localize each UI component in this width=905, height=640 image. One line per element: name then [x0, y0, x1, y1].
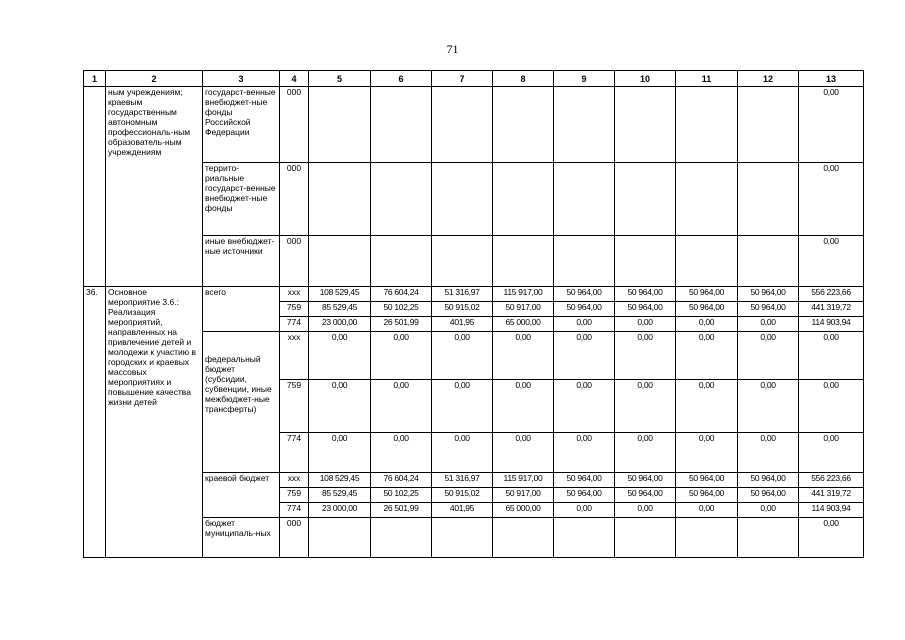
value-cell: 76 604,24 [371, 473, 432, 488]
funding-source-cell: террито-риальные государст-венные внебюджет-ные фонды [203, 163, 280, 236]
value-cell: 0,00 [738, 433, 799, 473]
value-cell: 0,00 [493, 332, 554, 380]
value-cell: 50 964,00 [554, 287, 615, 302]
funding-source-cell: краевой бюджет [203, 473, 280, 518]
value-cell: 108 529,45 [309, 473, 371, 488]
table-row [84, 87, 864, 163]
value-cell: 50 915,02 [432, 488, 493, 503]
value-cell: 51 316,97 [432, 473, 493, 488]
value-cell: 0,00 [309, 433, 371, 473]
code-cell: 000 [280, 518, 309, 558]
value-cell: 0,00 [615, 317, 676, 332]
value-cell: 50 964,00 [676, 287, 738, 302]
value-cell: 0,00 [554, 503, 615, 518]
value-cell: 0,00 [309, 332, 371, 380]
value-cell: 115 917,00 [493, 287, 554, 302]
value-cell: 0,00 [738, 380, 799, 433]
value-cell: 50 102,25 [371, 302, 432, 317]
value-cell: 85 529,45 [309, 302, 371, 317]
value-cell: 0,00 [554, 380, 615, 433]
value-cell: 0,00 [738, 317, 799, 332]
code-cell: 759 [280, 488, 309, 503]
column-header: 6 [371, 71, 432, 87]
column-header: 7 [432, 71, 493, 87]
value-cell: 0,00 [432, 433, 493, 473]
value-cell: 23 000,00 [309, 317, 371, 332]
value-cell: 0,00 [676, 380, 738, 433]
value-cell: 50 964,00 [615, 302, 676, 317]
total-cell: 0,00 [799, 332, 864, 380]
funding-source-cell: бюджет муниципаль-ных [203, 518, 280, 558]
value-cell: 0,00 [738, 503, 799, 518]
value-cell: 0,00 [371, 433, 432, 473]
value-cell: 0,00 [554, 332, 615, 380]
total-cell: 556 223,66 [799, 287, 864, 302]
index-cell [84, 87, 106, 287]
header-row [84, 71, 864, 87]
total-cell: 0,00 [799, 87, 864, 163]
total-cell: 114 903,94 [799, 503, 864, 518]
value-cell: 0,00 [493, 433, 554, 473]
value-cell: 108 529,45 [309, 287, 371, 302]
value-cell: 0,00 [432, 380, 493, 433]
value-cell: 0,00 [309, 380, 371, 433]
value-cell: 26 501,99 [371, 317, 432, 332]
column-header: 12 [738, 71, 799, 87]
code-cell: 774 [280, 317, 309, 332]
value-cell: 50 917,00 [493, 302, 554, 317]
value-cell: 50 915,02 [432, 302, 493, 317]
value-cell: 85 529,45 [309, 488, 371, 503]
total-cell: 0,00 [799, 236, 864, 287]
code-cell: ххх [280, 287, 309, 302]
value-cell: 50 964,00 [615, 488, 676, 503]
value-cell: 0,00 [615, 503, 676, 518]
value-cell: 50 964,00 [738, 287, 799, 302]
value-cell: 50 102,25 [371, 488, 432, 503]
funding-source-cell: всего [203, 287, 280, 332]
code-cell: 759 [280, 302, 309, 317]
code-cell: 000 [280, 163, 309, 236]
code-cell: 000 [280, 87, 309, 163]
value-cell: 50 964,00 [554, 488, 615, 503]
budget-table [83, 70, 864, 558]
value-cell: 50 964,00 [554, 473, 615, 488]
column-header: 10 [615, 71, 676, 87]
value-cell: 0,00 [432, 332, 493, 380]
total-cell: 556 223,66 [799, 473, 864, 488]
action-cell: Основное мероприятие 3.6.: Реализация мероприятий, направленных на привлечение детей и молодежи к участию в городских и краевых массовых мероприятиях и повышение качества жизни детей [106, 287, 203, 558]
value-cell: 0,00 [554, 317, 615, 332]
column-header: 9 [554, 71, 615, 87]
column-header: 3 [203, 71, 280, 87]
column-header: 5 [309, 71, 371, 87]
column-header: 8 [493, 71, 554, 87]
value-cell: 50 964,00 [738, 488, 799, 503]
value-cell: 0,00 [676, 503, 738, 518]
code-cell: 774 [280, 503, 309, 518]
page-number: 71 [446, 42, 459, 56]
value-cell: 0,00 [615, 332, 676, 380]
value-cell: 0,00 [554, 433, 615, 473]
total-cell: 0,00 [799, 163, 864, 236]
value-cell: 0,00 [493, 380, 554, 433]
value-cell: 50 964,00 [615, 473, 676, 488]
value-cell: 0,00 [738, 332, 799, 380]
value-cell: 51 316,97 [432, 287, 493, 302]
total-cell: 0,00 [799, 433, 864, 473]
column-header: 4 [280, 71, 309, 87]
value-cell: 26 501,99 [371, 503, 432, 518]
value-cell: 0,00 [615, 433, 676, 473]
value-cell: 50 964,00 [676, 488, 738, 503]
value-cell: 50 964,00 [676, 473, 738, 488]
total-cell: 441 319,72 [799, 488, 864, 503]
column-header: 13 [799, 71, 864, 87]
value-cell: 50 964,00 [554, 302, 615, 317]
code-cell: 774 [280, 433, 309, 473]
total-cell: 0,00 [799, 380, 864, 433]
value-cell: 0,00 [676, 332, 738, 380]
value-cell: 115 917,00 [493, 473, 554, 488]
value-cell: 0,00 [371, 332, 432, 380]
value-cell: 50 917,00 [493, 488, 554, 503]
total-cell: 0,00 [799, 518, 864, 558]
code-cell: 000 [280, 236, 309, 287]
code-cell: 759 [280, 380, 309, 433]
code-cell: ххх [280, 473, 309, 488]
index-cell: 36. [84, 287, 106, 558]
value-cell: 0,00 [615, 380, 676, 433]
value-cell: 76 604,24 [371, 287, 432, 302]
funding-source-cell: федеральный бюджет (субсидии, субвенции, иные межбюджет-ные трансферты) [203, 332, 280, 473]
column-header: 2 [106, 71, 203, 87]
value-cell: 0,00 [371, 380, 432, 433]
column-header: 1 [84, 71, 106, 87]
value-cell: 23 000,00 [309, 503, 371, 518]
value-cell: 65 000,00 [493, 317, 554, 332]
total-cell: 441 319,72 [799, 302, 864, 317]
code-cell: ххх [280, 332, 309, 380]
funding-source-cell: государст-венные внебюджет-ные фонды Российской Федерации [203, 87, 280, 163]
value-cell: 50 964,00 [738, 302, 799, 317]
value-cell: 401,95 [432, 317, 493, 332]
funding-source-cell: иные внебюджет-ные источники [203, 236, 280, 287]
value-cell: 0,00 [676, 317, 738, 332]
value-cell: 401,95 [432, 503, 493, 518]
action-cell: ным учреждениям; краевым государственным автономным профессиональ-ным образователь-ным учреждениям [106, 87, 203, 287]
value-cell: 65 000,00 [493, 503, 554, 518]
total-cell: 114 903,94 [799, 317, 864, 332]
value-cell: 50 964,00 [676, 302, 738, 317]
table-row [84, 287, 864, 302]
value-cell: 50 964,00 [615, 287, 676, 302]
value-cell: 50 964,00 [738, 473, 799, 488]
value-cell: 0,00 [676, 433, 738, 473]
column-header: 11 [676, 71, 738, 87]
